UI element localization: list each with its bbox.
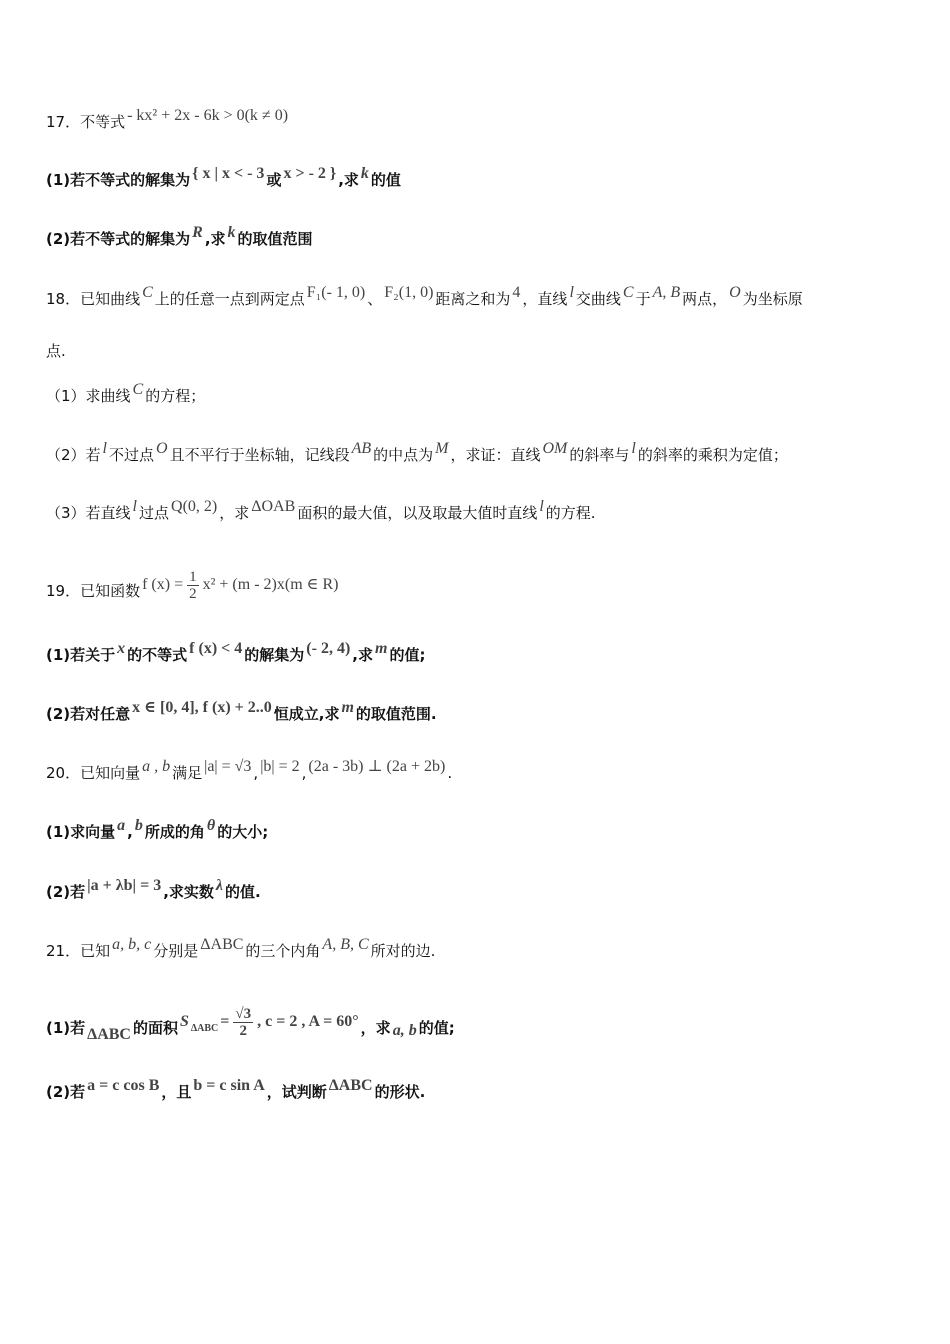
q19-p2-b: 恒成立,求 — [273, 705, 340, 723]
q18-p3-a: （3）若直线 — [46, 504, 131, 522]
q21-stem — [46, 936, 436, 962]
q19-frac-num: 1 — [189, 569, 197, 585]
q21-sides: a, b, c — [112, 936, 152, 953]
q19-p1-m: m — [374, 640, 388, 657]
q19-p1-c: 的解集为 — [244, 646, 305, 664]
q21-p1-frac-num: √3 — [235, 1006, 252, 1022]
q18-p2-l2: l — [631, 440, 636, 457]
q17-p2-text: (2)若不等式的解集为 — [46, 230, 191, 248]
q20-norm-a: |a| = √3 — [204, 758, 252, 775]
q18-line-l: l — [569, 284, 574, 301]
q21-p2-eq1: a = c cos B — [87, 1077, 160, 1094]
q17-p1-or: 或 — [266, 171, 282, 189]
q21-p2-b: ，且 — [161, 1083, 192, 1101]
q18-p2-o: O — [156, 440, 168, 457]
q19-p1-b: 的不等式 — [127, 646, 188, 664]
q20-p2-b: ,求实数 — [163, 883, 214, 901]
q20-p2-a: (2)若 — [46, 883, 86, 901]
q19-p2-cond: x ∈ [0, 4], f (x) + 2..0 — [132, 699, 272, 716]
q20-p1-a: (1)求向量 — [46, 823, 116, 841]
q18-p2-om: OM — [542, 440, 568, 457]
q18-p3-triangle: ΔOAB — [251, 498, 296, 515]
q21-p2-a: (2)若 — [46, 1083, 86, 1101]
q20-text-b: 满足 — [172, 764, 203, 782]
q21-p1-d: 的值; — [418, 1019, 455, 1037]
q19-p1-interval: (- 2, 4) — [306, 640, 351, 657]
q18-p2-line-l: l — [102, 440, 107, 457]
q21-p2-d: 的形状. — [374, 1083, 426, 1101]
q21-part2 — [46, 1077, 426, 1103]
q20-p1-b: , — [127, 823, 133, 841]
q21-p2-triangle: ΔABC — [328, 1077, 373, 1094]
q19-p1-x: x — [117, 640, 126, 657]
q19-p1-a: (1)若关于 — [46, 646, 116, 664]
q18-p2-b: 不过点 — [109, 446, 155, 464]
q21-p1-b: 的面积 — [132, 1019, 178, 1037]
q21-p1-frac-den: 2 — [239, 1023, 248, 1039]
q20-part1 — [46, 817, 269, 843]
q21-triangle: ΔABC — [200, 936, 244, 953]
q20-norm-b: |b| = 2 — [260, 758, 300, 775]
q18-text-g: 于 — [635, 290, 651, 308]
q19-frac-den: 2 — [189, 586, 197, 602]
q21-p1-eq: = — [220, 1013, 230, 1030]
q17-p1-set-right: x > - 2 } — [283, 165, 337, 182]
q21-part1 — [46, 1006, 455, 1045]
q20-stem — [46, 758, 453, 784]
q18-p3-b: 过点 — [139, 504, 170, 522]
q18-p3-q: Q(0, 2) — [171, 498, 218, 515]
q20-text-d: , — [301, 764, 307, 782]
q20-vectors: a , b — [142, 758, 171, 775]
q19-p2-c: 的取值范围. — [355, 705, 437, 723]
q18-p2-ab: AB — [351, 440, 372, 457]
q20-p2-lambda: λ — [215, 877, 224, 894]
q17-p2-var-k: k — [227, 224, 236, 241]
q19-fraction-half — [187, 569, 199, 602]
q18-p3-d: 面积的最大值，以及取最大值时直线 — [297, 504, 538, 522]
q17-p1-text: (1)若不等式的解集为 — [46, 171, 191, 189]
q18-sum-4: 4 — [512, 284, 521, 301]
q17-part2 — [46, 224, 313, 250]
q18-p2-g: 的斜率的乘积为定值； — [637, 446, 788, 464]
q19-part1 — [46, 640, 426, 666]
q19-p2-m: m — [341, 699, 354, 716]
q19-number-label: 19．已知函数 — [46, 582, 141, 600]
q21-p1-c: ，求 — [360, 1019, 391, 1037]
q20-p1-d: 的大小; — [217, 823, 269, 841]
q21-p1-sub: ΔABC — [190, 1023, 219, 1034]
q19-p2-a: (2)若对任意 — [46, 705, 131, 723]
q18-focus-f1: F₁(- 1, 0) — [306, 284, 366, 301]
q21-p2-c: ，试判断 — [266, 1083, 327, 1101]
q18-curve-c: C — [142, 284, 153, 301]
q21-p1-triangle: ΔABC — [87, 1026, 131, 1043]
q18-p3-l: l — [132, 498, 137, 515]
q18-origin-o: O — [729, 284, 741, 301]
q20-p1-vb: b — [134, 817, 143, 834]
q18-text-e: ，直线 — [522, 290, 568, 308]
q18-text-i: 为坐标原 — [742, 290, 803, 308]
q17-stem — [46, 107, 290, 133]
q21-p1-s: S — [179, 1013, 189, 1030]
q21-p1-fraction — [233, 1006, 253, 1039]
q17-p2-end: 的取值范围 — [237, 230, 313, 248]
q18-p1-text: （1）求曲线 — [46, 387, 131, 405]
q21-p2-eq2: b = c sin A — [193, 1077, 265, 1094]
q18-p2-d: 的中点为 — [373, 446, 434, 464]
q21-text-d: 所对的边. — [370, 942, 436, 960]
q18-p3-l2: l — [539, 498, 544, 515]
q17-p1-ask: ,求 — [338, 171, 359, 189]
q17-part1 — [46, 165, 401, 191]
q18-points-ab: A, B — [652, 284, 681, 301]
q18-part3 — [46, 498, 596, 524]
q19-stem — [46, 569, 340, 608]
q17-p1-set-left: { x | x < - 3 — [192, 165, 265, 182]
q19-p1-e: 的值; — [389, 646, 426, 664]
q18-text-b: 上的任意一点到两定点 — [154, 290, 305, 308]
q21-text-b: 分别是 — [153, 942, 199, 960]
q18-text-f: 交曲线 — [575, 290, 621, 308]
q20-p1-c: 所成的角 — [144, 823, 205, 841]
q20-text-e: . — [447, 764, 453, 782]
q18-p2-m: M — [435, 440, 449, 457]
q18-p1-curve-c: C — [132, 381, 144, 398]
q21-p1-conds: , c = 2 , A = 60° — [257, 1013, 359, 1030]
q21-p1-ab: a, b — [392, 1022, 417, 1039]
q18-p2-c: 且不平行于坐标轴，记线段 — [169, 446, 350, 464]
q18-p3-e: 的方程. — [545, 504, 596, 522]
q17-p2-ask: ,求 — [204, 230, 226, 248]
q21-number-label: 21．已知 — [46, 942, 111, 960]
q18-text-c: 、 — [367, 290, 383, 308]
q20-perp: (2a - 3b) ⊥ (2a + 2b) — [308, 758, 446, 775]
q20-text-c: , — [253, 764, 259, 782]
q20-p1-theta: θ — [206, 817, 216, 834]
q18-p2-e: ，求证：直线 — [450, 446, 541, 464]
q20-part2 — [46, 877, 261, 903]
q21-angles: A, B, C — [322, 936, 369, 953]
q19-func-f: f (x) = — [142, 576, 184, 593]
q20-p2-eq: |a + λb| = 3 — [87, 877, 162, 894]
q18-p2-f: 的斜率与 — [569, 446, 630, 464]
q17-p2-set-r: R — [192, 224, 203, 241]
q21-text-c: 的三个内角 — [245, 942, 321, 960]
q17-number-label: 17．不等式 — [46, 113, 126, 131]
q18-stem-cont — [46, 341, 66, 361]
q18-p1-end: 的方程； — [145, 387, 206, 405]
q18-p3-c: ，求 — [219, 504, 250, 522]
q20-p1-va: a — [117, 817, 126, 834]
q19-func-rest: x² + (m - 2)x(m ∈ R) — [202, 576, 339, 593]
q18-part1 — [46, 381, 206, 407]
q20-number-label: 20．已知向量 — [46, 764, 141, 782]
q19-p1-d: ,求 — [352, 646, 373, 664]
q18-text-d: 距离之和为 — [435, 290, 511, 308]
q18-focus-f2: F₂(1, 0) — [384, 284, 434, 301]
q19-part2 — [46, 699, 437, 725]
q18-p2-a: （2）若 — [46, 446, 101, 464]
q18-stem — [46, 284, 803, 310]
q18-text-h: 两点， — [682, 290, 728, 308]
q18-text-j: 点. — [46, 342, 66, 360]
q21-p1-a: (1)若 — [46, 1019, 86, 1037]
q19-p1-ineq: f (x) < 4 — [189, 640, 243, 657]
q17-p1-end: 的值 — [370, 171, 401, 189]
q18-curve-c2: C — [622, 284, 634, 301]
q17-p1-var-k: k — [360, 165, 369, 182]
q17-inequality: - kx² + 2x - 6k > 0(k ≠ 0) — [127, 107, 289, 124]
q18-number-label: 18．已知曲线 — [46, 290, 141, 308]
q18-part2 — [46, 440, 788, 466]
q20-p2-c: 的值. — [225, 883, 261, 901]
